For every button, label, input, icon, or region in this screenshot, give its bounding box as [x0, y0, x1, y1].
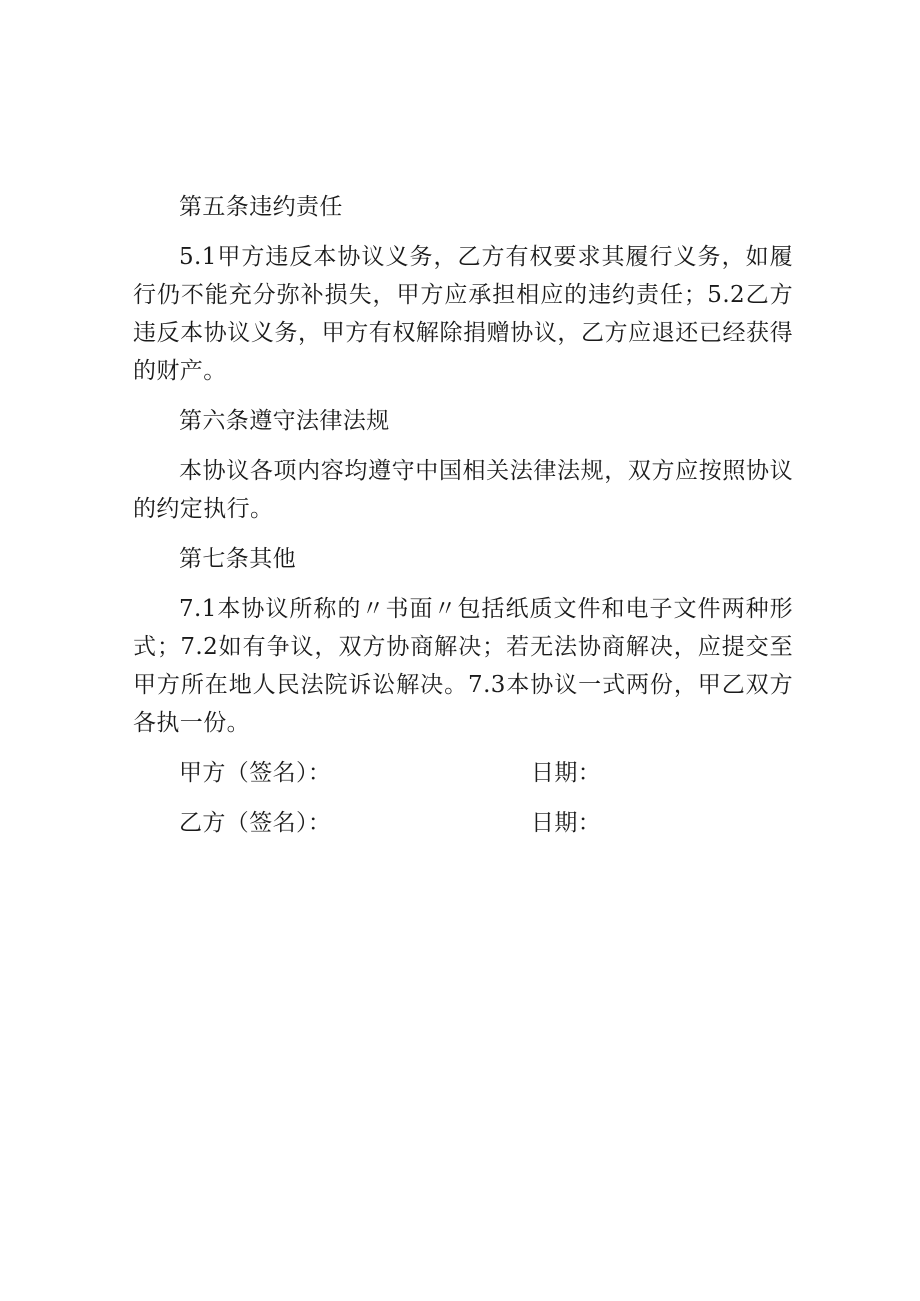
party-b-date-label: 日期： — [531, 810, 602, 836]
signature-row-party-b — [133, 804, 793, 842]
section-body-law: 本协议各项内容均遵守中国相关法律法规，双方应按照协议的约定执行。 — [133, 458, 793, 522]
party-a-signature-label: 甲方（签名）： — [179, 760, 332, 786]
section-heading-law: 第六条遵守法律法规 — [179, 408, 390, 434]
section-heading-breach: 第五条违约责任 — [179, 194, 343, 220]
section-body-breach: 5.1甲方违反本协议义务，乙方有权要求其履行义务，如履行仍不能充分弥补损失，甲方应承担相应的违约责任；5.2乙方违反本协议义务，甲方有权解除捐赠协议，乙方应退还已经获得的财产。 — [133, 244, 793, 384]
document-content — [133, 188, 793, 854]
party-a-date-label: 日期： — [531, 760, 602, 786]
party-b-signature-label: 乙方（签名）： — [179, 810, 332, 836]
section-heading-other: 第七条其他 — [179, 546, 296, 572]
signature-row-party-a — [133, 754, 793, 792]
section-body-other: 7.1本协议所称的〃书面〃包括纸质文件和电子文件两种形式；7.2如有争议，双方协商解决；若无法协商解决，应提交至甲方所在地人民法院诉讼解决。7.3本协议一式两份，甲乙双方各执一份。 — [133, 596, 793, 736]
